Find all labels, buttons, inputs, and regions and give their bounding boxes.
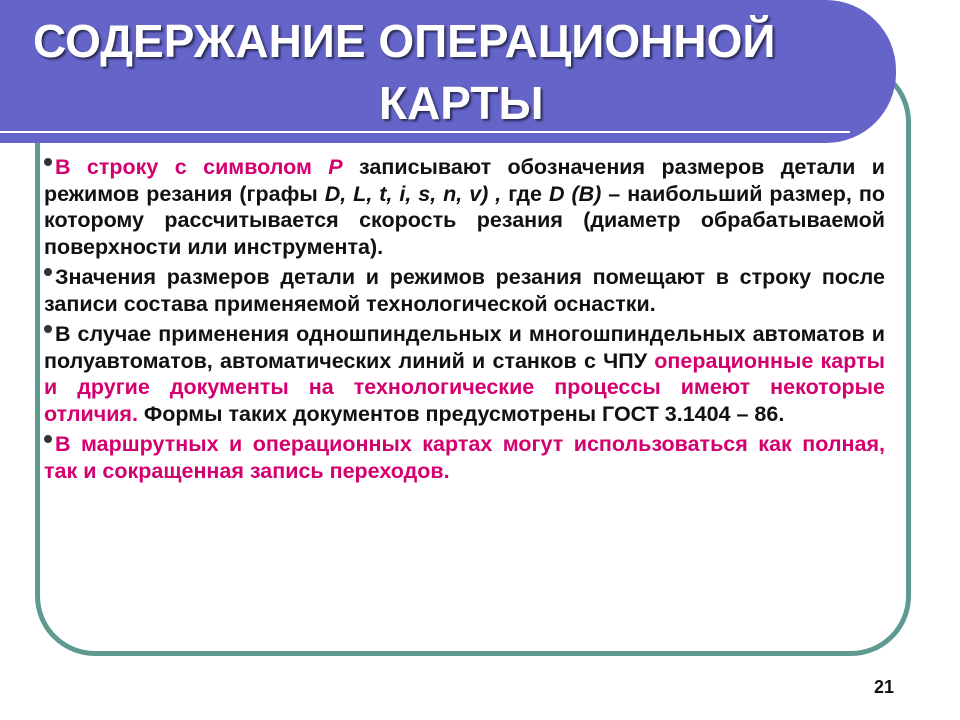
- bullet-1-symbol: Р: [328, 155, 343, 179]
- bullet-paragraph-2: [44, 264, 885, 317]
- bullet-3-highlight: операционные карты и другие документы на технологические процессы имеют некоторые отличия.: [44, 348, 885, 426]
- bullet-1-where: где: [501, 181, 549, 206]
- bullet-dot-icon: [44, 268, 52, 276]
- bullet-3-text: В случае применения одношпиндельных и многошпиндельных автоматов и полуавтоматов, автоматических линий и станков с ЧПУ: [44, 322, 885, 373]
- slide-body: [44, 154, 885, 488]
- bullet-1-text: записывают обозначения размеров детали и режимов резания (графы: [44, 155, 885, 206]
- bullet-4-text: В маршрутных и операционных картах могут использоваться как полная, так и сокращенная запись переходов.: [44, 432, 885, 483]
- bullet-dot-icon: [44, 435, 52, 443]
- bullet-dot-icon: [44, 325, 52, 333]
- bullet-1-dimension: D (B): [548, 181, 602, 206]
- bullet-1-columns: D, L, t, i, s, n, v) ,: [324, 181, 502, 206]
- bullet-paragraph-4: [44, 431, 885, 484]
- bullet-1-tail: – наибольший размер, по которому рассчитывается скорость резания (диаметр обрабатываемой поверхности или инструмента).: [44, 181, 885, 259]
- bullet-dot-icon: [44, 158, 52, 166]
- bullet-1-lead: В строку с символом: [55, 155, 329, 179]
- slide-number: 21: [874, 677, 895, 697]
- title-underline: [0, 131, 850, 133]
- bullet-paragraph-1: [44, 154, 885, 260]
- bullet-2-text: Значения размеров детали и режимов резания помещают в строку после записи состава применяемой технологической оснастки.: [44, 265, 885, 316]
- title-banner: [0, 0, 896, 143]
- bullet-paragraph-3: [44, 321, 885, 427]
- slide-title-line-1: СОДЕРЖАНИЕ ОПЕРАЦИОННОЙ: [33, 15, 776, 67]
- slide-title-line-2: КАРТЫ: [379, 77, 544, 129]
- bullet-3-tail: Формы таких документов предусмотрены ГОСТ 3.1404 – 86.: [137, 401, 785, 426]
